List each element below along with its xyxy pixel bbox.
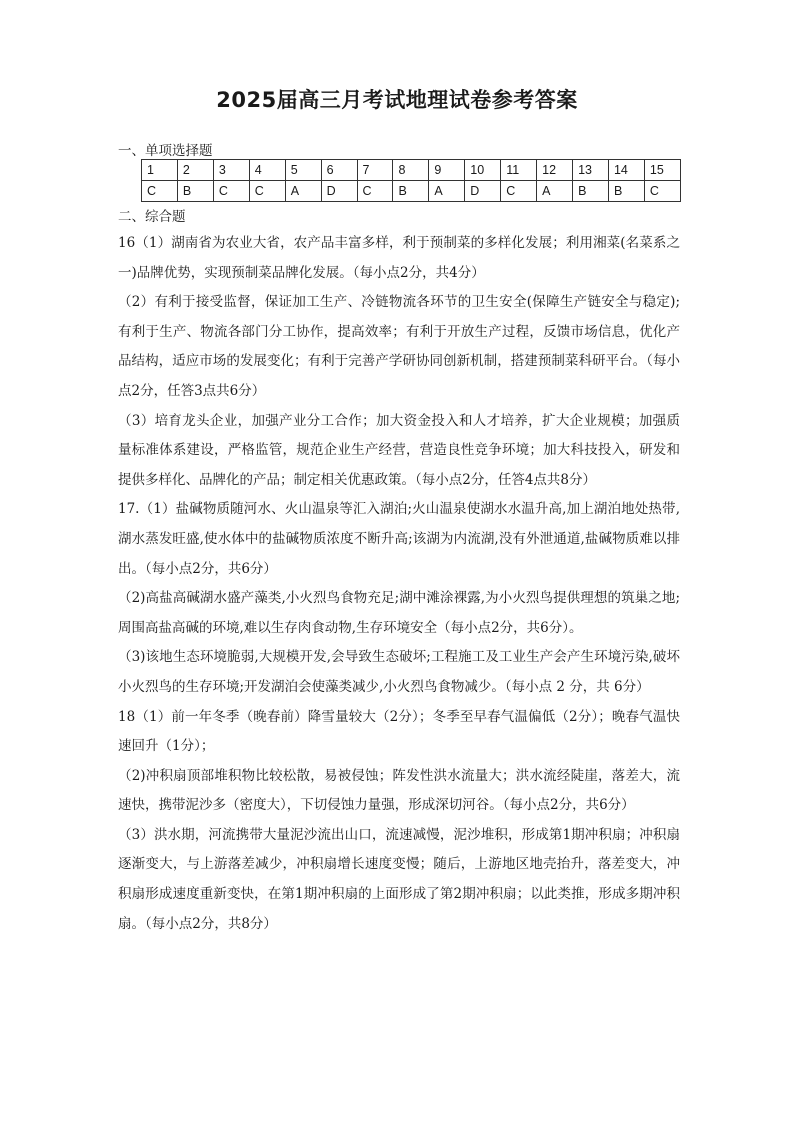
question-number-cell: 9 <box>429 160 465 181</box>
answer-cell: C <box>644 181 680 202</box>
question-number-cell: 14 <box>608 160 644 181</box>
comprehensive-answers <box>118 229 680 939</box>
answer-paragraph-18-3: （3）洪水期，河流携带大量泥沙流出山口，流速减慢，泥沙堆积，形成第1期冲积扇；冲积扇逐渐变大，与上游落差减少，冲积扇增长速度变慢；随后，上游地区地壳抬升，落差变大，冲积扇形成速度重新变快，在第1期冲积扇的上面形成了第2期冲积扇；以此类推，形成多期冲积扇。（每小点2分，共8分） <box>118 826 680 932</box>
answer-cell: C <box>142 181 178 202</box>
question-number-cell: 8 <box>393 160 429 181</box>
question-number-cell: 3 <box>213 160 249 181</box>
question-number-row <box>142 160 681 181</box>
question-number-cell: 6 <box>321 160 357 181</box>
answer-cell: D <box>321 181 357 202</box>
question-number-cell: 15 <box>644 160 680 181</box>
question-number-cell: 2 <box>177 160 213 181</box>
question-number-cell: 7 <box>357 160 393 181</box>
question-number-cell: 4 <box>249 160 285 181</box>
answer-paragraph-18-1: 18（1）前一年冬季（晚春前）降雪量较大（2分）；冬季至早春气温偏低（2分）；晚春气温快速回升（1分）； <box>118 708 680 755</box>
answer-cell: B <box>573 181 609 202</box>
answer-cell: C <box>249 181 285 202</box>
answer-cell: A <box>429 181 465 202</box>
answer-cell: C <box>213 181 249 202</box>
question-number-cell: 12 <box>537 160 573 181</box>
answer-cell: C <box>357 181 393 202</box>
answer-paragraph-16-2: （2）有利于接受监督，保证加工生产、冷链物流各环节的卫生安全(保障生产链安全与稳定);有利于生产、物流各部门分工协作，提高效率；有利于开放生产过程，反馈市场信息，优化产品结构，适应市场的发展变化；有利于完善产学研协同创新机制，搭建预制菜科研平台。（每小点2分，任答3点共6分） <box>118 294 680 399</box>
answer-paragraph-18-2: （2)冲积扇顶部堆积物比较松散，易被侵蚀；阵发性洪水流量大；洪水流经陡崖，落差大，流速快，携带泥沙多（密度大），下切侵蚀力量强，形成深切河谷。（每小点2分，共6分） <box>118 767 680 814</box>
answer-paragraph-16-1: 16（1）湖南省为农业大省，农产品丰富多样，利于预制菜的多样化发展；利用湘菜(名菜系之一)品牌优势，实现预制菜品牌化发展。（每小点2分，共4分） <box>118 235 680 281</box>
answer-cell: B <box>608 181 644 202</box>
answer-paragraph-16-3: （3）培育龙头企业，加强产业分工合作；加大资金投入和人才培养，扩大企业规模；加强质量标准体系建设，严格监管，规范企业生产经营，营造良性竞争环境；加大科技投入，研发和提供多样化、品牌化的产品；制定相关优惠政策。（每小点2分，任答4点共8分） <box>118 412 680 488</box>
question-number-cell: 11 <box>501 160 537 181</box>
answer-paragraph-17-1: 17.（1）盐碱物质随河水、火山温泉等汇入湖泊;火山温泉使湖水水温升高,加上湖泊地处热带,湖水蒸发旺盛,使水体中的盐碱物质浓度不断升高;该湖为内流湖,没有外泄通道,盐碱物质难以排出。（每小点2分，共6分） <box>118 501 680 577</box>
answer-cell: A <box>537 181 573 202</box>
answer-row <box>142 181 681 202</box>
question-number-cell: 5 <box>285 160 321 181</box>
answer-cell: A <box>285 181 321 202</box>
answer-cell: B <box>393 181 429 202</box>
answer-paragraph-17-3: （3)该地生态环境脆弱,大规模开发,会导致生态破坏;工程施工及工业生产会产生环境污染,破坏小火烈鸟的生存环境;开发湖泊会使藻类减少,小火烈鸟食物减少。（每小点 2 分，共 6分） <box>118 649 680 695</box>
section-heading-comprehensive: 二、综合题 <box>118 209 186 225</box>
answer-cell: D <box>465 181 501 202</box>
answer-paragraph-17-2: （2)高盐高碱湖水盛产藻类,小火烈鸟食物充足;湖中滩涂裸露,为小火烈鸟提供理想的筑巢之地;周围高盐高碱的环境,难以生存肉食动物,生存环境安全（每小点2分，共6分）。 <box>118 590 680 636</box>
question-number-cell: 1 <box>142 160 178 181</box>
answer-table <box>141 159 681 202</box>
question-number-cell: 10 <box>465 160 501 181</box>
section-heading-multiple-choice: 一、单项选择题 <box>118 143 213 159</box>
answer-cell: B <box>177 181 213 202</box>
question-number-cell: 13 <box>573 160 609 181</box>
answer-cell: C <box>501 181 537 202</box>
page-title: 2025届高三月考试地理试卷参考答案 <box>216 88 578 112</box>
